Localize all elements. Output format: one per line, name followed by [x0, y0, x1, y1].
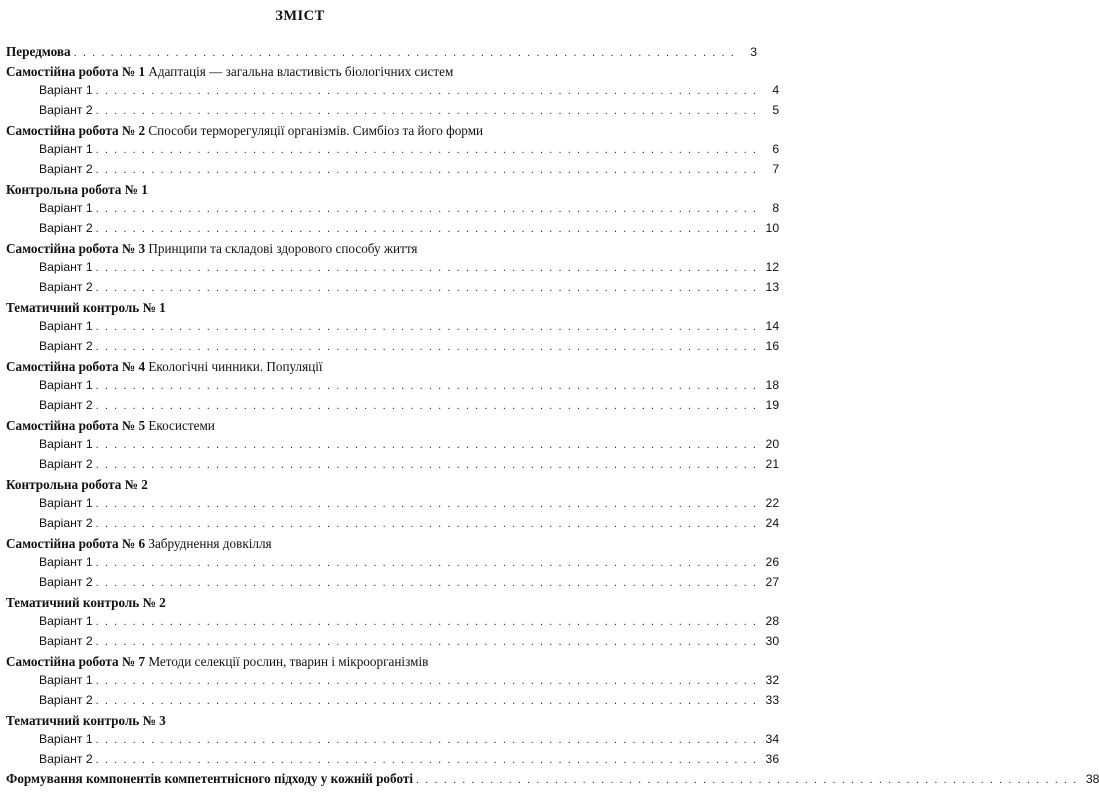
toc-variant-row[interactable]	[6, 160, 780, 180]
dot-leader: ........................................................................	[95, 85, 763, 98]
dot-leader: ........................................................................	[95, 734, 763, 747]
dot-leader: ........................................................................	[95, 203, 763, 216]
page-number: 36	[765, 751, 780, 766]
toc-entry[interactable]	[6, 42, 758, 62]
toc-variant-row[interactable]	[6, 199, 780, 219]
toc-section-heading[interactable]	[6, 357, 578, 377]
variant-label: Варіант 2	[39, 574, 93, 589]
variant-label: Варіант 2	[39, 161, 93, 176]
toc-section-heading[interactable]	[6, 180, 578, 200]
dot-leader: ........................................................................	[95, 517, 763, 530]
variant-label: Варіант 1	[39, 437, 93, 452]
variant-label: Варіант 2	[39, 279, 93, 294]
entry-topic: Екологічні чинники. Популяції	[145, 358, 323, 374]
page-number: 19	[765, 397, 780, 412]
dot-leader: ........................................................................	[95, 458, 763, 471]
toc-variant-row[interactable]	[6, 81, 780, 101]
variant-label: Варіант 2	[39, 102, 93, 117]
page-number: 18	[765, 378, 780, 393]
variant-label: Варіант 1	[39, 673, 93, 688]
entry-title: Самостійна робота № 5	[6, 417, 146, 433]
toc-variant-row[interactable]	[6, 750, 780, 770]
dot-leader: ........................................................................	[95, 675, 763, 688]
toc-section-heading[interactable]	[6, 62, 578, 82]
dot-leader: ........................................................................	[73, 47, 741, 59]
toc-section-heading[interactable]	[6, 652, 578, 672]
page-number: 32	[765, 673, 780, 688]
variant-label: Варіант 2	[39, 220, 93, 235]
page-number: 16	[765, 338, 780, 353]
page-number: 30	[765, 633, 780, 648]
toc-variant-row[interactable]	[6, 573, 780, 593]
dot-leader: ........................................................................	[95, 616, 763, 629]
page-number: 8	[772, 201, 780, 216]
page-number: 22	[765, 496, 780, 511]
entry-title: Самостійна робота № 4	[6, 358, 146, 374]
entry-title: Самостійна робота № 6	[6, 535, 146, 551]
entry-topic: Екосистеми	[145, 417, 215, 433]
toc-variant-row[interactable]	[6, 671, 780, 691]
page-number: 27	[765, 574, 780, 589]
dot-leader: ........................................................................	[95, 340, 763, 353]
toc-variant-row[interactable]	[6, 730, 780, 750]
table-of-contents	[6, 42, 1099, 789]
variant-label: Варіант 2	[39, 456, 93, 471]
toc-variant-row[interactable]	[6, 140, 780, 160]
toc-variant-row[interactable]	[6, 514, 780, 534]
page-number: 26	[765, 555, 780, 570]
variant-label: Варіант 1	[39, 555, 93, 570]
toc-variant-row[interactable]	[6, 396, 780, 416]
toc-variant-row[interactable]	[6, 219, 780, 239]
entry-topic: Принципи та складові здорового способу життя	[145, 240, 418, 256]
dot-leader: ........................................................................	[95, 163, 763, 176]
toc-section-heading[interactable]	[6, 121, 578, 141]
toc-section-heading[interactable]	[6, 416, 578, 436]
dot-leader: ........................................................................	[95, 439, 763, 452]
page-number: 20	[765, 437, 780, 452]
page-number: 13	[765, 279, 780, 294]
entry-title: Передмова	[6, 44, 71, 59]
variant-label: Варіант 2	[39, 338, 93, 353]
page-number: 12	[765, 260, 780, 275]
entry-title: Самостійна робота № 1	[6, 63, 146, 79]
dot-leader: ........................................................................	[95, 321, 763, 334]
page-number: 21	[765, 456, 780, 471]
variant-label: Варіант 2	[39, 397, 93, 412]
toc-section-heading[interactable]	[6, 298, 578, 318]
toc-variant-row[interactable]	[6, 455, 780, 475]
page-number: 14	[765, 319, 780, 334]
entry-title: Тематичний контроль № 1	[6, 299, 166, 315]
variant-label: Варіант 1	[39, 378, 93, 393]
variant-label: Варіант 1	[39, 83, 93, 98]
dot-leader: ........................................................................	[95, 635, 763, 648]
page-number: 5	[772, 102, 780, 117]
variant-label: Варіант 1	[39, 201, 93, 216]
variant-label: Варіант 2	[39, 515, 93, 530]
toc-section-heading[interactable]	[6, 534, 578, 554]
page-number: 4	[772, 83, 780, 98]
page-number: 24	[765, 515, 780, 530]
toc-variant-row[interactable]	[6, 317, 780, 337]
dot-leader: ........................................................................	[95, 222, 763, 235]
toc-variant-row[interactable]	[6, 258, 780, 278]
dot-leader: ........................................................................	[95, 399, 763, 412]
toc-section-heading[interactable]	[6, 475, 578, 495]
variant-label: Варіант 2	[39, 751, 93, 766]
dot-leader: ........................................................................	[95, 104, 763, 117]
toc-section-heading[interactable]	[6, 593, 578, 613]
dot-leader: ........................................................................	[95, 694, 763, 707]
toc-section-heading[interactable]	[6, 711, 578, 731]
variant-label: Варіант 2	[39, 633, 93, 648]
entry-title: Контрольна робота № 1	[6, 181, 148, 197]
variant-label: Варіант 1	[39, 496, 93, 511]
entry-topic: Забруднення довкілля	[145, 535, 272, 551]
toc-variant-row[interactable]	[6, 691, 780, 711]
variant-label: Варіант 2	[39, 692, 93, 707]
entry-title: Самостійна робота № 3	[6, 240, 146, 256]
entry-title: Контрольна робота № 2	[6, 476, 148, 492]
entry-title: Формування компонентів компетентнісного підходу у кожній роботі	[6, 771, 414, 787]
page-number: 6	[772, 142, 780, 157]
page-number: 38	[1085, 772, 1099, 787]
page-number: 34	[765, 732, 780, 747]
toc-variant-row[interactable]	[6, 278, 780, 298]
toc-variant-row[interactable]	[6, 435, 780, 455]
toc-variant-row[interactable]	[6, 376, 780, 396]
toc-variant-row[interactable]	[6, 612, 780, 632]
dot-leader: ........................................................................	[95, 262, 763, 275]
page-title: ЗМІСТ	[275, 8, 325, 24]
toc-variant-row[interactable]	[6, 494, 780, 514]
entry-title: Тематичний контроль № 3	[6, 712, 166, 728]
page-number: 33	[765, 692, 780, 707]
dot-leader: ........................................................................	[95, 576, 763, 589]
toc-variant-row[interactable]	[6, 101, 780, 121]
dot-leader: ........................................................................	[416, 774, 1083, 787]
dot-leader: ........................................................................	[95, 498, 763, 511]
page-number: 28	[765, 614, 780, 629]
page-number: 3	[750, 45, 758, 59]
variant-label: Варіант 1	[39, 319, 93, 334]
entry-title: Самостійна робота № 7	[6, 653, 146, 669]
variant-label: Варіант 1	[39, 260, 93, 275]
toc-variant-row[interactable]	[6, 337, 780, 357]
dot-leader: ........................................................................	[95, 753, 763, 766]
page-number: 10	[765, 220, 780, 235]
entry-title: Самостійна робота № 2	[6, 122, 146, 138]
variant-label: Варіант 1	[39, 614, 93, 629]
dot-leader: ........................................................................	[95, 281, 763, 294]
entry-topic: Способи терморегуляції організмів. Симбіоз та його форми	[145, 122, 484, 138]
dot-leader: ........................................................................	[95, 144, 763, 157]
variant-label: Варіант 1	[39, 732, 93, 747]
toc-entry[interactable]	[6, 769, 1099, 789]
entry-title: Тематичний контроль № 2	[6, 594, 166, 610]
dot-leader: ........................................................................	[95, 380, 763, 393]
toc-section-heading[interactable]	[6, 239, 578, 259]
entry-topic: Методи селекції рослин, тварин і мікроорганізмів	[145, 653, 429, 669]
entry-topic: Адаптація — загальна властивість біологічних систем	[145, 63, 454, 79]
variant-label: Варіант 1	[39, 142, 93, 157]
toc-variant-row[interactable]	[6, 632, 780, 652]
page-number: 7	[772, 161, 780, 176]
dot-leader: ........................................................................	[95, 557, 763, 570]
toc-variant-row[interactable]	[6, 553, 780, 573]
